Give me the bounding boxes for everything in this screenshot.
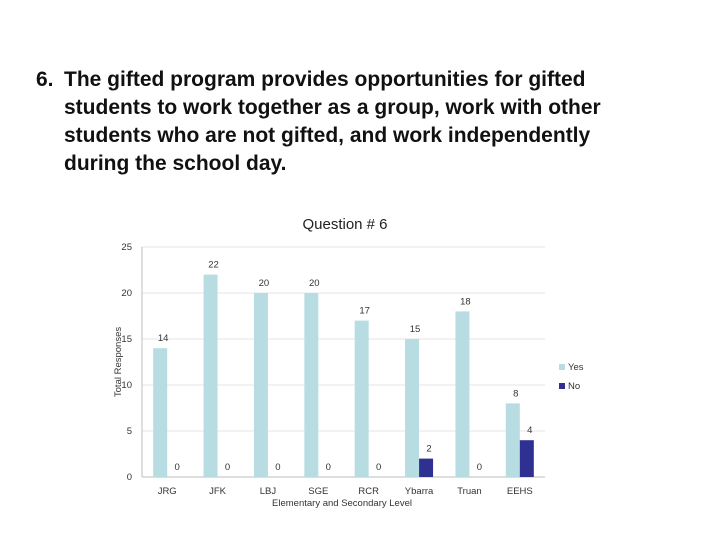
- data-label-yes-rcr: 17: [359, 305, 370, 317]
- x-tick-jfk: JFK: [209, 486, 227, 497]
- data-label-no-sge: 0: [325, 462, 331, 473]
- data-label-yes-eehs: 8: [513, 388, 519, 400]
- x-tick-eehs: EEHS: [506, 486, 533, 497]
- legend: [559, 362, 584, 392]
- legend-swatch-no: [559, 383, 565, 389]
- y-tick-15: 15: [121, 334, 132, 345]
- gridlines: [142, 247, 545, 431]
- heading-line-3: students who are not gifted, and work independently: [64, 124, 591, 147]
- y-tick-20: 20: [121, 288, 132, 299]
- x-tick-ybarra: Ybarra: [404, 486, 434, 497]
- axes: [142, 247, 545, 477]
- data-label-yes-jrg: 14: [157, 333, 169, 345]
- data-label-no-ybarra: 2: [426, 443, 432, 455]
- x-tick-sge: SGE: [308, 486, 329, 497]
- data-label-no-lbj: 0: [275, 462, 281, 473]
- y-tick-0: 0: [126, 472, 132, 483]
- legend-swatch-yes: [559, 364, 565, 370]
- question-number: 6.: [36, 68, 54, 91]
- bars: [153, 275, 534, 477]
- chart-title: Question # 6: [302, 216, 388, 233]
- y-tick-25: 25: [121, 242, 132, 253]
- data-label-no-rcr: 0: [376, 462, 382, 473]
- heading-line-1: The gifted program provides opportunities for gifted: [64, 68, 586, 91]
- legend-label-yes: Yes: [568, 362, 584, 373]
- data-label-no-truan: 0: [476, 462, 483, 473]
- bar-yes-sge: [304, 293, 318, 477]
- x-tick-truan: Truan: [457, 486, 482, 497]
- bar-yes-ybarra: [405, 339, 419, 477]
- data-label-yes-jfk: 22: [208, 259, 219, 271]
- data-label-yes-sge: 20: [309, 278, 320, 289]
- data-label-no-jfk: 0: [224, 462, 231, 473]
- x-tick-lbj: LBJ: [259, 486, 277, 497]
- bar-yes-rcr: [355, 321, 369, 477]
- y-tick-10: 10: [121, 380, 132, 391]
- heading-line-4: during the school day.: [64, 152, 287, 175]
- x-tick-jrg: JRG: [157, 486, 177, 497]
- x-axis-label: Elementary and Secondary Level: [272, 498, 412, 509]
- heading-line-2: students to work together as a group, work with other: [64, 96, 601, 119]
- y-axis-label: Total Responses: [113, 326, 124, 398]
- data-label-no-eehs: 4: [527, 425, 533, 437]
- data-label-yes-ybarra: 15: [409, 324, 421, 335]
- data-label-yes-truan: 18: [460, 296, 471, 308]
- bar-yes-jfk: [204, 275, 218, 477]
- bar-yes-truan: [455, 311, 469, 477]
- y-tick-5: 5: [126, 426, 132, 437]
- bar-yes-lbj: [254, 293, 268, 477]
- data-label-yes-lbj: 20: [258, 278, 270, 289]
- bar-yes-jrg: [153, 348, 167, 477]
- bar-no-eehs: [520, 440, 534, 477]
- bar-yes-eehs: [506, 403, 520, 477]
- legend-label-no: No: [568, 381, 581, 392]
- x-tick-rcr: RCR: [358, 486, 379, 497]
- data-label-no-jrg: 0: [174, 462, 180, 473]
- x-tick-labels: [158, 486, 533, 497]
- bar-no-ybarra: [419, 459, 433, 477]
